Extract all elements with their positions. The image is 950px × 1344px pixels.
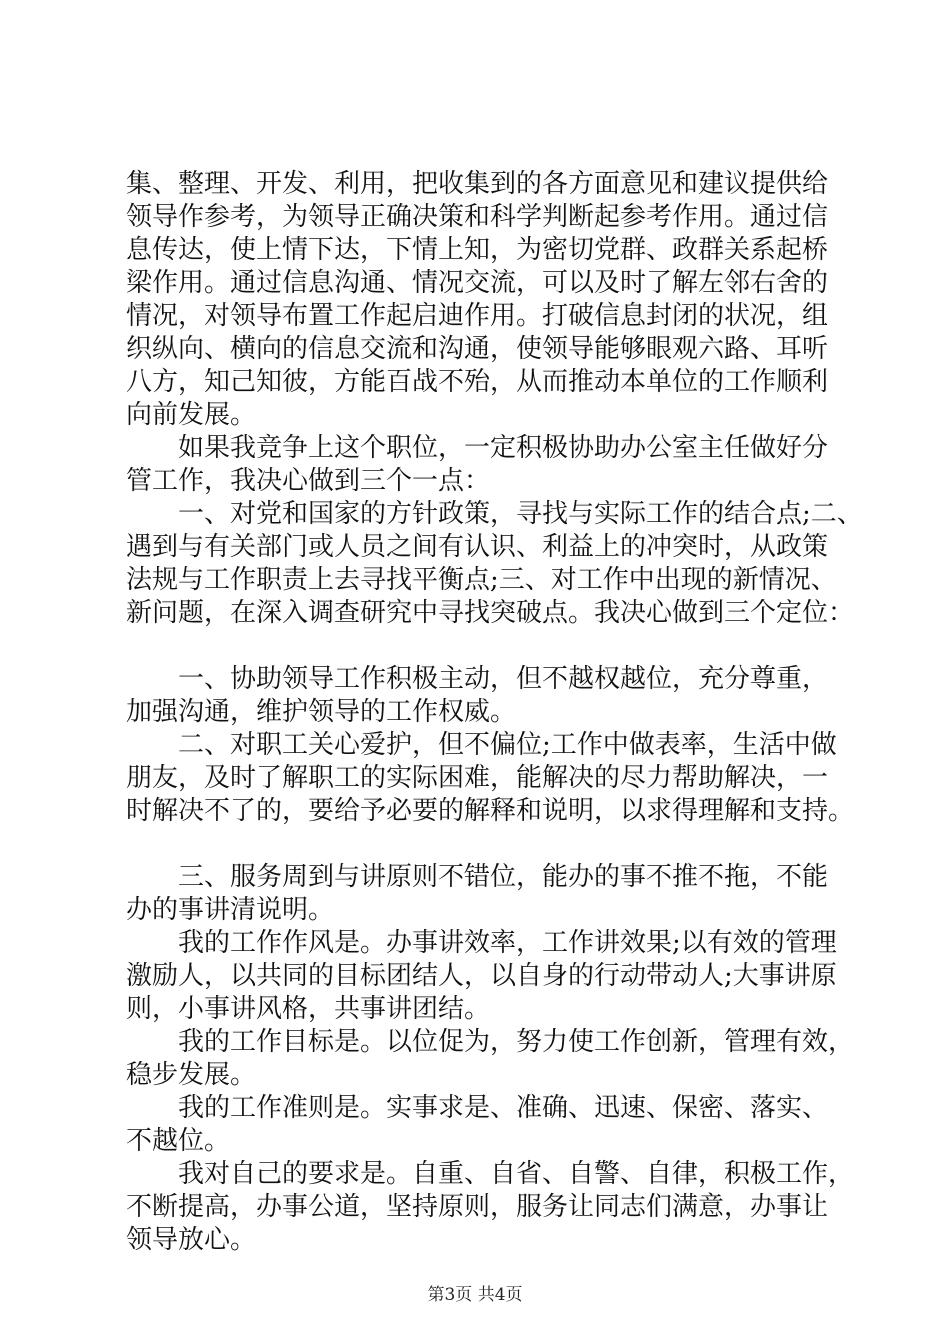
text-line: 办的事讲清说明。 (126, 895, 335, 925)
text-line: 八方，知己知彼，方能百战不殆，从而推动本单位的工作顺利 (126, 367, 829, 397)
text-line: 我的工作准则是。实事求是、准确、迅速、保密、落实、 (178, 1093, 829, 1123)
text-line: 如果我竞争上这个职位，一定积极协助办公室主任做好分 (178, 433, 829, 463)
text-line: 三、服务周到与讲原则不错位，能办的事不推不拖，不能 (178, 862, 829, 892)
text-line: 我对自己的要求是。自重、自省、自警、自律，积极工作， (178, 1159, 855, 1189)
text-line: 管工作，我决心做到三个一点： (126, 466, 491, 496)
text-line: 不断提高，办事公道，坚持原则，服务让同志们满意，办事让 (126, 1192, 829, 1222)
document-body (126, 168, 863, 1257)
text-line: 我的工作作风是。办事讲效率，工作讲效果;以有效的管理 (178, 928, 837, 958)
text-line: 稳步发展。 (126, 1060, 257, 1090)
text-line: 息传达，使上情下达，下情上知，为密切党群、政群关系起桥 (126, 235, 829, 265)
text-line: 我的工作目标是。以位促为，努力使工作创新，管理有效， (178, 1027, 855, 1057)
text-line: 朋友，及时了解职工的实际困难，能解决的尽力帮助解决，一 (126, 763, 829, 793)
text-line: 加强沟通，维护领导的工作权威。 (126, 697, 517, 727)
text-line: 法规与工作职责上去寻找平衡点;三、对工作中出现的新情况、 (126, 565, 837, 595)
text-line: 不越位。 (126, 1126, 231, 1156)
text-line: 新问题，在深入调查研究中寻找突破点。我决心做到三个定位： (126, 598, 855, 628)
text-line: 则，小事讲风格，共事讲团结。 (126, 994, 491, 1024)
text-line: 向前发展。 (126, 400, 257, 430)
text-line: 二、对职工关心爱护，但不偏位;工作中做表率，生活中做 (178, 730, 837, 760)
blank-line (126, 828, 846, 861)
text-line: 领导作参考，为领导正确决策和科学判断起参考作用。通过信 (126, 202, 829, 232)
text-line: 遇到与有关部门或人员之间有认识、利益上的冲突时，从政策 (126, 532, 829, 562)
text-line: 情况，对领导布置工作起启迪作用。打破信息封闭的状况，组 (126, 301, 829, 331)
text-line: 一、协助领导工作积极主动，但不越权越位，充分尊重， (178, 664, 829, 694)
text-line: 一、对党和国家的方针政策，寻找与实际工作的结合点;二、 (178, 499, 863, 529)
text-line: 集、整理、开发、利用，把收集到的各方面意见和建议提供给 (126, 169, 829, 199)
page-footer: 第3页 共4页 (427, 1285, 523, 1305)
text-line: 时解决不了的，要给予必要的解释和说明，以求得理解和支持。 (126, 796, 855, 826)
text-line: 梁作用。通过信息沟通、情况交流，可以及时了解左邻右舍的 (126, 268, 829, 298)
text-line: 织纵向、横向的信息交流和沟通，使领导能够眼观六路、耳听 (126, 334, 829, 364)
text-line: 激励人，以共同的目标团结人，以自身的行动带动人;大事讲原 (126, 961, 837, 991)
text-line: 领导放心。 (126, 1225, 257, 1255)
blank-line (126, 630, 846, 663)
